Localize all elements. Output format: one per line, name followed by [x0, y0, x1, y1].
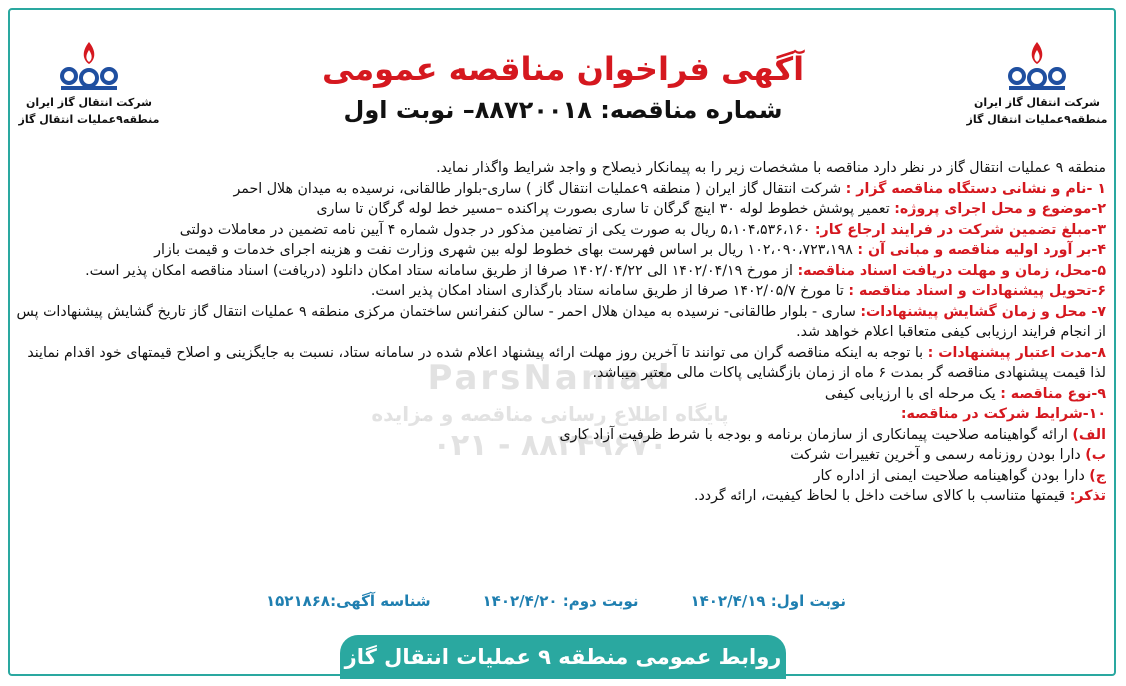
- watermark-tagline: پایگاه اطلاع رسانی مناقصه و مزایده: [371, 402, 729, 426]
- item-7: ۷- محل و زمان گشایش پیشنهادات: ساری - بلوار طالقانی- نرسیده به میدان هلال احمر - سالن کنفرانس ساختمان مرکزی منطقه ۹ عملیات انتقال گاز تاریخ گشایش پیشنهادات پس از انجام فرایند ارزیابی کیفی متعاقبا اعلام خواهد شد.: [16, 303, 1106, 340]
- condition-b: ب) دارا بودن روزنامه رسمی و آخرین تغییرات شرکت: [790, 447, 1106, 463]
- item-10: ۱۰-شرایط شرکت در مناقصه:: [900, 406, 1106, 422]
- item-4: ۴-بر آورد اولیه مناقصه و مبانی آن : ۱۰۲،۰۹۰،۷۲۳،۱۹۸ ریال بر اساس فهرست بهای خطوط لوله بین شهری وزارت نفت و هزینه اجرای خدمات و قیمت بازار: [154, 242, 1106, 258]
- second-publication-date: نوبت دوم: ۱۴۰۲/۴/۲۰: [482, 592, 639, 610]
- item-8: ۸-مدت اعتبار پیشنهادات : با توجه به اینکه مناقصه گران می توانند تا آخرین روز مهلت ارائه پیشنهاد اعلام شده در سامانه ستاد، نسبت به جایگزینی و اصلاح قیمتهای خود اقدام نمایند لذا قیمت پیشنهادی مناقصه گر بمدت ۶ ماه از زمان بازگشایی پاکات مالی معتبر میباشد.: [27, 344, 1106, 381]
- footer-public-relations: روابط عمومی منطقه ۹ عملیات انتقال گاز: [340, 635, 786, 679]
- logo-region-name: منطقه۹عملیات انتقال گاز: [966, 113, 1108, 126]
- logo-company-name: شرکت انتقال گاز ایران: [26, 96, 152, 109]
- intro-text: منطقه ۹ عملیات انتقال گاز در نظر دارد مناقصه با مشخصات زیر را به پیمانکار ذیصلاح و واجد شرایط واگذار نماید.: [436, 160, 1106, 176]
- first-publication-date: نوبت اول: ۱۴۰۲/۴/۱۹: [690, 592, 846, 610]
- item-3: ۳-مبلغ تضمین شرکت در فرایند ارجاع کار: ۵،۱۰۴،۵۳۶،۱۶۰ ریال به صورت یکی از تضامین مذکور در جدول شماره ۴ آیین نامه تضمین در معاملات دولتی: [179, 221, 1106, 238]
- item-2: ۲-موضوع و محل اجرای پروژه: تعمیر پوشش خطوط لوله ۳۰ اینچ گرگان تا ساری بصورت پراکنده –مسیر خط لوله گرگان تا ساری: [316, 201, 1106, 217]
- item-9: ۹-نوع مناقصه : یک مرحله ای با ارزیابی کیفی: [824, 385, 1106, 402]
- condition-c: ج) دارا بودن گواهینامه صلاحیت ایمنی از اداره کار: [813, 467, 1106, 484]
- watermark-brand: ParsNamad: [427, 358, 673, 398]
- item-1: ۱ -نام و نشانی دستگاه مناقصه گزار : شرکت انتقال گاز ایران ( منطقه ۹عملیات انتقال گاز ) ساری-بلوار طالقانی، نرسیده به میدان هلال احمر: [233, 180, 1106, 197]
- notice-title: آگهی فراخوان مناقصه عمومی: [321, 50, 805, 88]
- condition-a: الف) ارائه گواهینامه صلاحیت پیمانکاری از سازمان برنامه و بودجه با شرط ظرفیت آزاد کاری: [559, 426, 1106, 443]
- item-5: ۵-محل، زمان و مهلت دریافت اسناد مناقصه: از مورخ ۱۴۰۲/۰۴/۱۹ الی ۱۴۰۲/۰۴/۲۲ صرفا از طریق سامانه ستاد امکان دانلود (دریافت) اسناد مناقصه امکان پذیر است.: [85, 262, 1106, 279]
- logo-region-name: منطقه۹عملیات انتقال گاز: [18, 113, 160, 126]
- item-6: ۶-تحویل پیشنهادات و اسناد مناقصه : تا مورخ ۱۴۰۲/۰۵/۷ صرفا از طریق سامانه ستاد بارگذاری اسناد امکان پذیر است.: [370, 283, 1106, 299]
- publication-dates: [266, 592, 846, 610]
- tender-number: شماره مناقصه: ۸۸۷۲۰۰۱۸– نوبت اول: [343, 96, 783, 124]
- note: تذکر: قیمتها متناسب با کالای ساخت داخل با لحاظ کیفیت، ارائه گردد.: [693, 488, 1106, 504]
- ad-id: شناسه آگهی:۱۵۲۱۸۶۸: [266, 592, 431, 610]
- notice-body: [16, 158, 1106, 507]
- watermark-phone: ۰۲۱ - ۸۸۳۴۹۶۷۰: [432, 428, 668, 463]
- logo-company-name: شرکت انتقال گاز ایران: [974, 96, 1100, 109]
